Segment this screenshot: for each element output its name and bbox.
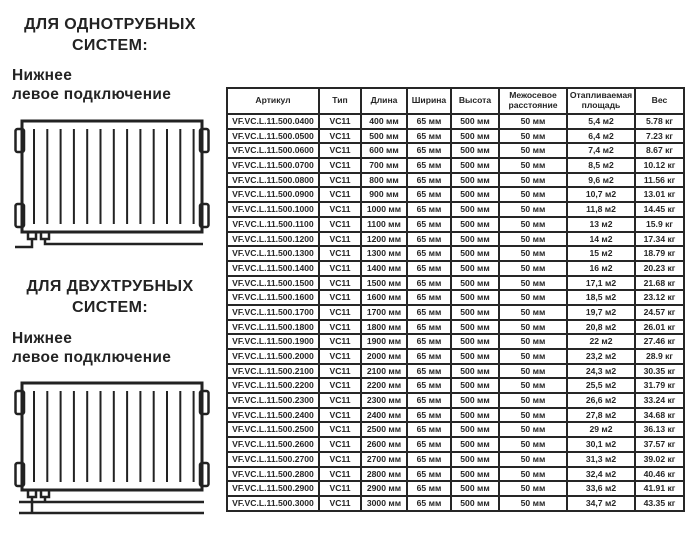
table-row [227,114,684,129]
table-cell: 50 мм [499,217,567,232]
table-row [227,320,684,335]
connection-label-two-pipe [12,329,220,367]
table-cell: VF.VC.L.11.500.2400 [227,408,319,423]
table-row [227,334,684,349]
table-cell: 65 мм [407,187,451,202]
table-cell: VF.VC.L.11.500.1700 [227,305,319,320]
table-cell: 27,8 м2 [567,408,635,423]
radiator-fins [34,391,194,482]
table-cell: 50 мм [499,437,567,452]
spec-table [226,87,685,512]
table-cell: VF.VC.L.11.500.0700 [227,158,319,173]
table-cell: 2700 мм [361,452,407,467]
table-cell: 50 мм [499,232,567,247]
table-cell: VC11 [319,393,361,408]
table-cell: 65 мм [407,305,451,320]
table-cell: 3000 мм [361,496,407,511]
table-cell: 43.35 кг [635,496,684,511]
table-cell: 9,6 м2 [567,173,635,188]
table-cell: VF.VC.L.11.500.2500 [227,422,319,437]
table-cell: VC11 [319,246,361,261]
table-cell: 600 мм [361,143,407,158]
table-cell: 500 мм [451,334,499,349]
table-cell: 10,7 м2 [567,187,635,202]
table-cell: 16 м2 [567,261,635,276]
table-cell: 500 мм [451,422,499,437]
table-row [227,452,684,467]
section-title-two-pipe [6,276,214,318]
radiator-body [22,121,202,232]
table-row [227,129,684,144]
table-row [227,261,684,276]
table-cell: VC11 [319,276,361,291]
table-cell: 900 мм [361,187,407,202]
table-cell: 1500 мм [361,276,407,291]
table-cell: 65 мм [407,202,451,217]
table-cell: 37.57 кг [635,437,684,452]
table-cell: 500 мм [451,232,499,247]
table-cell: 65 мм [407,246,451,261]
table-cell: 65 мм [407,364,451,379]
subtitle-line: Нижнее [12,67,73,84]
table-cell: 50 мм [499,290,567,305]
table-cell: VF.VC.L.11.500.0600 [227,143,319,158]
table-row [227,393,684,408]
table-cell: VF.VC.L.11.500.1600 [227,290,319,305]
table-cell: 2600 мм [361,437,407,452]
table-cell: VC11 [319,114,361,129]
table-cell: VF.VC.L.11.500.1500 [227,276,319,291]
table-cell: VC11 [319,320,361,335]
table-cell: 20.23 кг [635,261,684,276]
table-cell: 50 мм [499,422,567,437]
table-cell: 50 мм [499,349,567,364]
table-cell: 21.68 кг [635,276,684,291]
table-cell: 50 мм [499,364,567,379]
table-cell: 7,4 м2 [567,143,635,158]
table-cell: 28.9 кг [635,349,684,364]
table-cell: 65 мм [407,143,451,158]
table-cell: VC11 [319,481,361,496]
table-cell: 65 мм [407,496,451,511]
table-cell: VF.VC.L.11.500.2100 [227,364,319,379]
table-cell: 25,5 м2 [567,378,635,393]
valve-stub-icon [41,232,49,239]
table-cell: VF.VC.L.11.500.1300 [227,246,319,261]
table-cell: 39.02 кг [635,452,684,467]
table-row [227,232,684,247]
table-row [227,202,684,217]
table-row [227,173,684,188]
table-cell: VF.VC.L.11.500.1900 [227,334,319,349]
radiator-body [22,383,202,490]
table-cell: 500 мм [361,129,407,144]
table-cell: 50 мм [499,378,567,393]
table-cell: 2500 мм [361,422,407,437]
table-row [227,364,684,379]
table-cell: 5,4 м2 [567,114,635,129]
table-cell: VC11 [319,467,361,482]
table-cell: VC11 [319,349,361,364]
table-cell: VF.VC.L.11.500.2600 [227,437,319,452]
table-row [227,481,684,496]
table-cell: 22 м2 [567,334,635,349]
table-cell: 65 мм [407,232,451,247]
table-cell: 27.46 кг [635,334,684,349]
table-cell: 2300 мм [361,393,407,408]
column-header: Тип [319,88,361,114]
column-header: Длина [361,88,407,114]
table-cell: 500 мм [451,408,499,423]
table-cell: 5.78 кг [635,114,684,129]
table-cell: 500 мм [451,320,499,335]
table-cell: VF.VC.L.11.500.0500 [227,129,319,144]
subtitle-line: Нижнее [12,330,73,347]
table-cell: VC11 [319,305,361,320]
table-row [227,422,684,437]
table-cell: 500 мм [451,246,499,261]
table-cell: VC11 [319,496,361,511]
two-pipe-lines [19,497,204,513]
table-cell: VF.VC.L.11.500.0800 [227,173,319,188]
title-line: СИСТЕМ: [71,37,149,54]
table-cell: 500 мм [451,173,499,188]
table-cell: 11,8 м2 [567,202,635,217]
table-cell: 15 м2 [567,246,635,261]
table-cell: 65 мм [407,393,451,408]
table-cell: 500 мм [451,202,499,217]
table-cell: 24,3 м2 [567,364,635,379]
table-cell: 65 мм [407,129,451,144]
table-row [227,305,684,320]
table-cell: 8.67 кг [635,143,684,158]
table-cell: 65 мм [407,173,451,188]
valve-stub-icon [41,490,49,497]
table-cell: 50 мм [499,246,567,261]
table-cell: 500 мм [451,276,499,291]
table-cell: VC11 [319,143,361,158]
table-cell: 50 мм [499,276,567,291]
table-cell: 500 мм [451,114,499,129]
table-cell: 500 мм [451,129,499,144]
table-cell: VC11 [319,173,361,188]
table-cell: 50 мм [499,261,567,276]
table-cell: VC11 [319,364,361,379]
table-cell: 8,5 м2 [567,158,635,173]
table-cell: 13 м2 [567,217,635,232]
radiator-diagram-two-pipe [14,378,210,518]
table-cell: VC11 [319,422,361,437]
table-cell: VC11 [319,378,361,393]
table-cell: 65 мм [407,276,451,291]
table-cell: 7.23 кг [635,129,684,144]
table-row [227,158,684,173]
table-cell: 24.57 кг [635,305,684,320]
table-cell: 30,1 м2 [567,437,635,452]
table-cell: 500 мм [451,452,499,467]
table-cell: VF.VC.L.11.500.1800 [227,320,319,335]
table-row [227,290,684,305]
subtitle-line: левое подключение [12,86,172,103]
table-cell: 65 мм [407,408,451,423]
table-cell: 500 мм [451,481,499,496]
table-cell: 2000 мм [361,349,407,364]
table-cell: 500 мм [451,143,499,158]
subtitle-line: левое подключение [12,349,172,366]
table-cell: 26.01 кг [635,320,684,335]
table-cell: 50 мм [499,393,567,408]
table-cell: 500 мм [451,261,499,276]
table-cell: 50 мм [499,202,567,217]
table-cell: VF.VC.L.11.500.0400 [227,114,319,129]
table-cell: 1600 мм [361,290,407,305]
table-row [227,349,684,364]
table-cell: 31.79 кг [635,378,684,393]
table-cell: 500 мм [451,305,499,320]
table-cell: 30.35 кг [635,364,684,379]
column-header: Отапливаемая площадь [567,88,635,114]
table-cell: 65 мм [407,158,451,173]
table-row [227,378,684,393]
table-cell: 2800 мм [361,467,407,482]
table-row [227,187,684,202]
section-title-single-pipe [6,14,214,56]
table-cell: 500 мм [451,290,499,305]
table-cell: VF.VC.L.11.500.1000 [227,202,319,217]
table-cell: 400 мм [361,114,407,129]
table-cell: 33,6 м2 [567,481,635,496]
table-cell: 10.12 кг [635,158,684,173]
table-cell: 1100 мм [361,217,407,232]
table-cell: 20,8 м2 [567,320,635,335]
table-cell: VC11 [319,290,361,305]
table-cell: 50 мм [499,481,567,496]
table-cell: 1700 мм [361,305,407,320]
radiator-fins [34,129,194,224]
table-cell: 18.79 кг [635,246,684,261]
table-cell: 34,7 м2 [567,496,635,511]
title-line: ДЛЯ ДВУХТРУБНЫХ [26,278,194,295]
table-cell: 65 мм [407,320,451,335]
table-cell: VF.VC.L.11.500.2700 [227,452,319,467]
table-cell: 29 м2 [567,422,635,437]
table-cell: VF.VC.L.11.500.1200 [227,232,319,247]
table-cell: VF.VC.L.11.500.2000 [227,349,319,364]
table-row [227,437,684,452]
table-cell: 65 мм [407,452,451,467]
table-cell: 50 мм [499,305,567,320]
table-cell: 50 мм [499,452,567,467]
table-cell: VC11 [319,437,361,452]
table-cell: 1000 мм [361,202,407,217]
table-cell: 2900 мм [361,481,407,496]
table-cell: 17,1 м2 [567,276,635,291]
table-cell: VF.VC.L.11.500.3000 [227,496,319,511]
table-cell: 65 мм [407,422,451,437]
table-cell: 50 мм [499,408,567,423]
table-cell: 23,2 м2 [567,349,635,364]
table-cell: 50 мм [499,143,567,158]
table-cell: VC11 [319,129,361,144]
table-cell: 17.34 кг [635,232,684,247]
table-cell: 65 мм [407,334,451,349]
table-cell: 700 мм [361,158,407,173]
table-cell: VF.VC.L.11.500.2200 [227,378,319,393]
valve-stub-icon [28,490,36,497]
table-cell: 50 мм [499,334,567,349]
table-cell: VF.VC.L.11.500.2800 [227,467,319,482]
column-header: Артикул [227,88,319,114]
table-cell: 500 мм [451,496,499,511]
table-cell: VC11 [319,232,361,247]
table-row [227,276,684,291]
table-row [227,246,684,261]
table-cell: 14.45 кг [635,202,684,217]
table-cell: 2400 мм [361,408,407,423]
table-cell: 65 мм [407,217,451,232]
column-header: Вес [635,88,684,114]
table-cell: 500 мм [451,217,499,232]
table-cell: 23.12 кг [635,290,684,305]
table-cell: 500 мм [451,467,499,482]
table-cell: 50 мм [499,496,567,511]
table-cell: 65 мм [407,114,451,129]
table-cell: 50 мм [499,467,567,482]
table-cell: VC11 [319,187,361,202]
table-cell: 500 мм [451,158,499,173]
table-cell: 65 мм [407,467,451,482]
table-cell: 65 мм [407,290,451,305]
table-row [227,217,684,232]
table-cell: VC11 [319,408,361,423]
table-cell: 500 мм [451,187,499,202]
table-cell: 26,6 м2 [567,393,635,408]
column-header: Ширина [407,88,451,114]
table-cell: 50 мм [499,129,567,144]
table-cell: VC11 [319,452,361,467]
title-line: ДЛЯ ОДНОТРУБНЫХ [24,16,196,33]
table-cell: 15.9 кг [635,217,684,232]
table-cell: 34.68 кг [635,408,684,423]
column-header: Высота [451,88,499,114]
table-cell: VC11 [319,334,361,349]
table-cell: 2200 мм [361,378,407,393]
column-header: Межосевое расстояние [499,88,567,114]
table-cell: VF.VC.L.11.500.1400 [227,261,319,276]
table-cell: 19,7 м2 [567,305,635,320]
table-cell: 50 мм [499,173,567,188]
table-row [227,496,684,511]
table-cell: 31,3 м2 [567,452,635,467]
table-cell: 65 мм [407,437,451,452]
table-cell: VF.VC.L.11.500.0900 [227,187,319,202]
table-cell: 800 мм [361,173,407,188]
table-cell: 1400 мм [361,261,407,276]
table-cell: VC11 [319,217,361,232]
table-cell: 33.24 кг [635,393,684,408]
table-cell: 1300 мм [361,246,407,261]
table-cell: 2100 мм [361,364,407,379]
table-cell: 65 мм [407,378,451,393]
table-cell: 13.01 кг [635,187,684,202]
table-header-row [227,88,684,114]
table-cell: 14 м2 [567,232,635,247]
table-cell: VC11 [319,158,361,173]
table-cell: 41.91 кг [635,481,684,496]
table-cell: 50 мм [499,114,567,129]
table-cell: 1900 мм [361,334,407,349]
table-cell: 1200 мм [361,232,407,247]
table-cell: 65 мм [407,349,451,364]
table-cell: 50 мм [499,320,567,335]
table-cell: 18,5 м2 [567,290,635,305]
table-cell: 65 мм [407,481,451,496]
table-cell: VF.VC.L.11.500.2300 [227,393,319,408]
table-cell: 1800 мм [361,320,407,335]
table-cell: 36.13 кг [635,422,684,437]
table-row [227,143,684,158]
table-cell: 32,4 м2 [567,467,635,482]
table-cell: 6,4 м2 [567,129,635,144]
table-cell: 500 мм [451,378,499,393]
table-cell: 65 мм [407,261,451,276]
valve-stub-icon [28,232,36,239]
table-cell: 500 мм [451,437,499,452]
table-cell: 500 мм [451,393,499,408]
table-cell: VC11 [319,261,361,276]
table-row [227,467,684,482]
radiator-diagram-single-pipe [14,118,210,252]
table-cell: VC11 [319,202,361,217]
table-cell: VF.VC.L.11.500.1100 [227,217,319,232]
table-cell: 50 мм [499,158,567,173]
table-cell: 40.46 кг [635,467,684,482]
table-cell: 50 мм [499,187,567,202]
title-line: СИСТЕМ: [71,299,149,316]
connection-label-single-pipe [12,66,220,104]
table-cell: VF.VC.L.11.500.2900 [227,481,319,496]
table-cell: 500 мм [451,364,499,379]
table-row [227,408,684,423]
table-cell: 500 мм [451,349,499,364]
table-cell: 11.56 кг [635,173,684,188]
